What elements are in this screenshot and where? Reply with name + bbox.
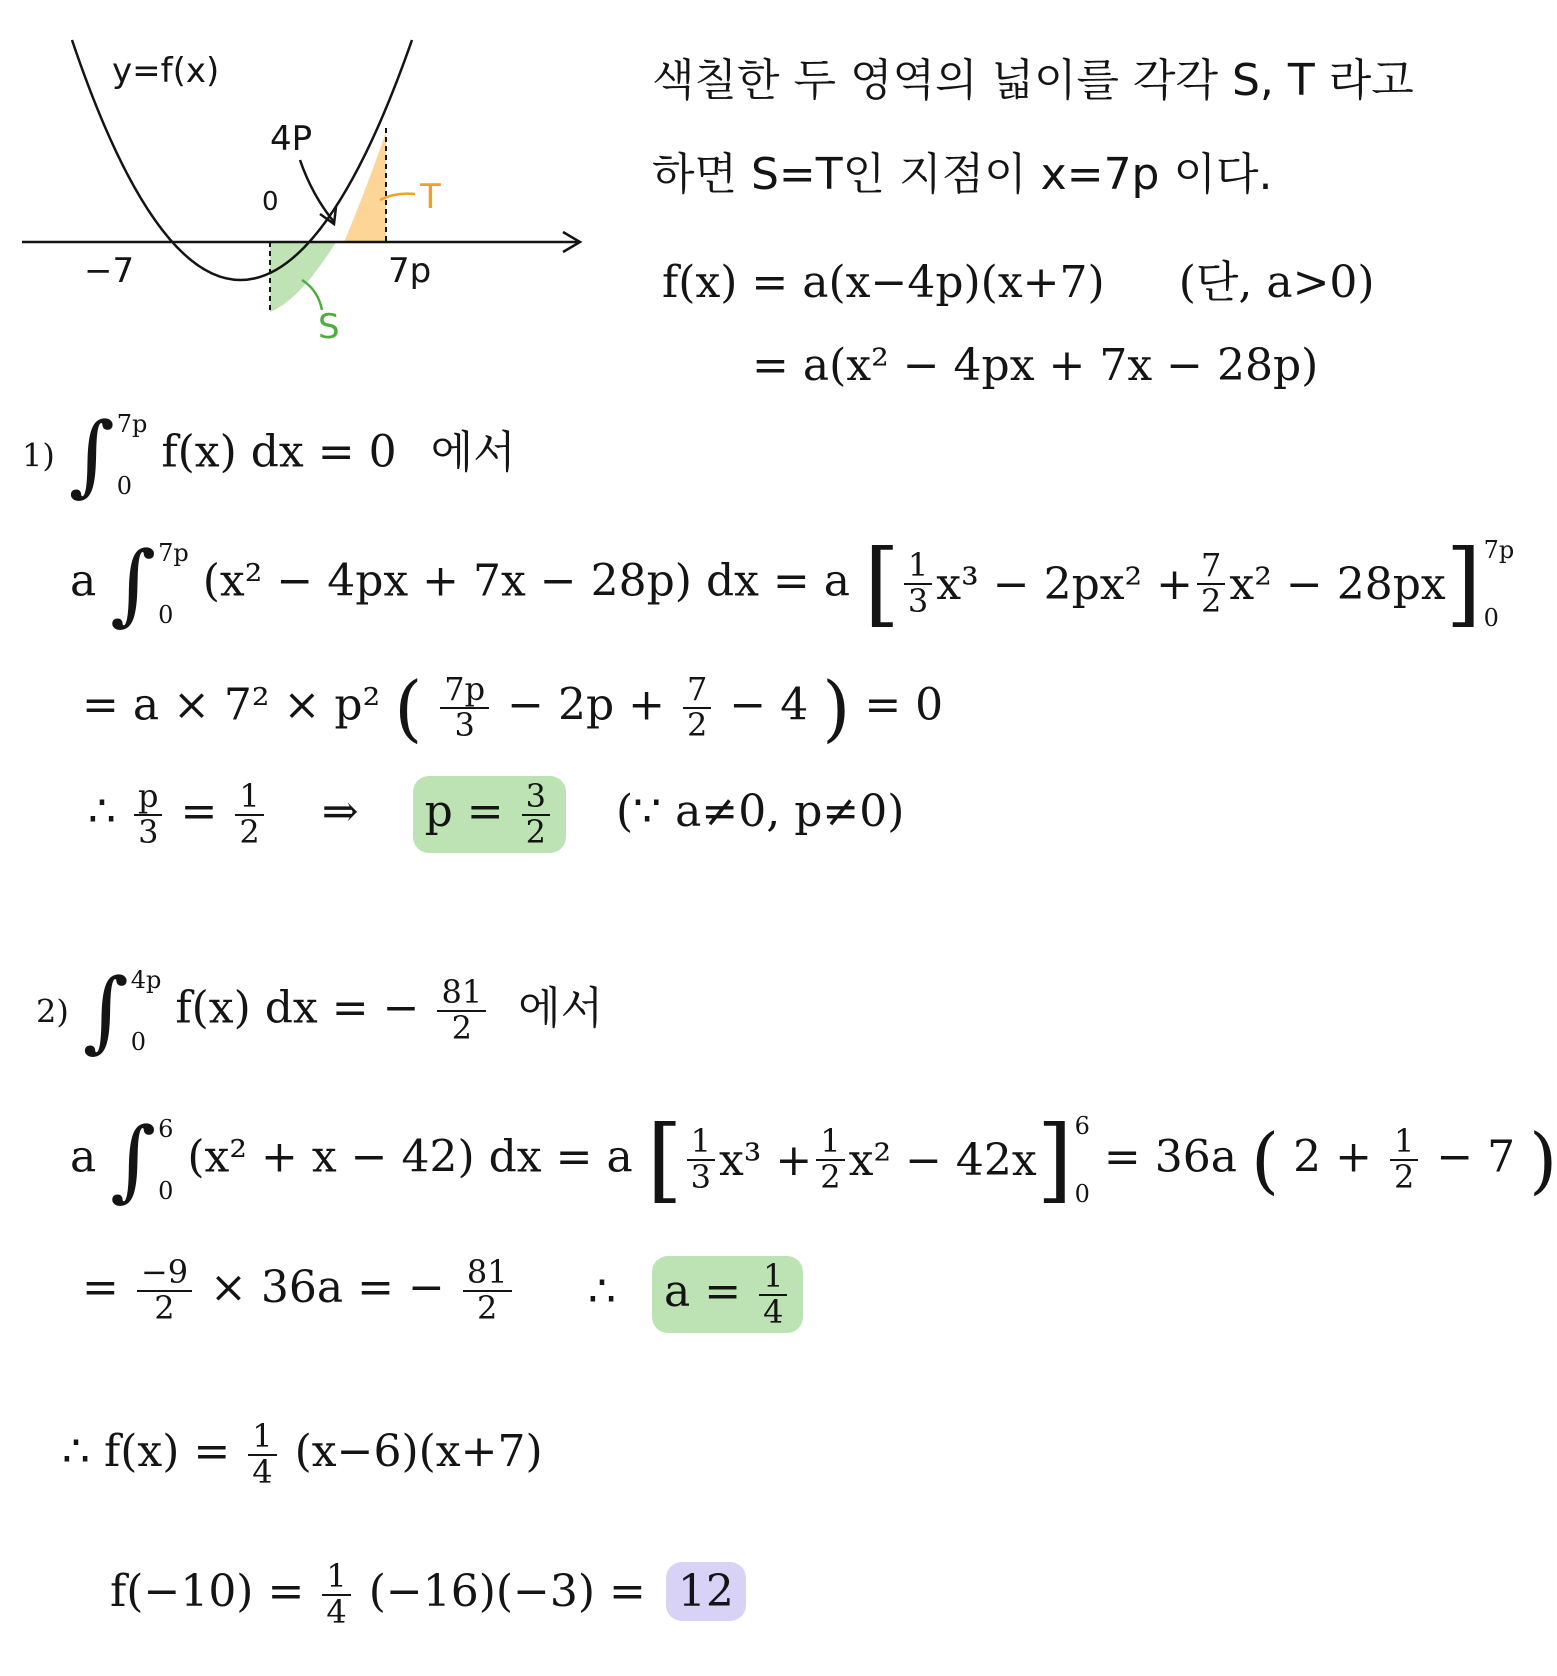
- step1-l3-frac2: $\frac{7}{2}$: [683, 673, 711, 742]
- step2-integral: ∫ 4p 0: [82, 959, 162, 1062]
- region-t: [344, 132, 386, 242]
- step1-l4-frac-l: $\frac{p}{3}$: [134, 780, 162, 849]
- step1-frac-1-3: $\frac{1}{3}$: [904, 549, 932, 618]
- step1-l2-bracket: [ $\frac{1}{3}$ x³ − 2px² + $\frac{7}{2}$ x² − 28px ] 7p 0: [864, 530, 1515, 637]
- step2-l3-frac2: $\frac{81}{2}$: [463, 1256, 512, 1325]
- intro-line-2: 하면 S=T인 지점이 x=7p 이다.: [652, 149, 1273, 200]
- label-s: S: [318, 307, 340, 347]
- final-l2-frac: $\frac{1}{4}$: [322, 1560, 350, 1629]
- step1-result-highlight: [413, 776, 566, 853]
- step2-l2-integrand: (x² + x − 42) dx = a: [187, 1131, 633, 1183]
- step2-l2-t1: x³ +: [718, 1134, 813, 1186]
- intro-line-1: 색칠한 두 영역의 넓이를 각각 S, T 라고: [652, 55, 1414, 106]
- final-l2-lead: f(−10) =: [110, 1566, 305, 1618]
- step1-l4-arrow: ⇒: [321, 786, 359, 838]
- final-answer: 12: [677, 1566, 734, 1618]
- step1-l3-frac: $\frac{7p}{3}$: [440, 673, 489, 742]
- final-l1-frac: $\frac{1}{4}$: [248, 1420, 276, 1489]
- label-origin: 0: [262, 187, 279, 217]
- intro-eq-2: = a(x² − 4px + 7x − 28p): [752, 340, 1319, 391]
- step1-l4-note: (∵ a≠0, p≠0): [615, 786, 905, 838]
- step1-l2-integral: ∫ 7p 0: [110, 532, 189, 635]
- func-label: y=f(x): [112, 51, 220, 91]
- step1-l2-t2: x² − 28px: [1229, 558, 1446, 610]
- step1-l4-therefore: ∴: [88, 786, 116, 838]
- intro-eq-1: [662, 246, 1375, 310]
- label-t: T: [420, 177, 441, 217]
- step2-l2-integral: ∫ 6 0: [110, 1108, 174, 1211]
- step1-l3-eq: = 0: [864, 679, 944, 731]
- step1-l3-mid: − 2p +: [507, 679, 666, 731]
- label-4p: 4P: [270, 119, 313, 159]
- step1-l4-frac-r: $\frac{1}{2}$: [235, 780, 263, 849]
- step2-l2-paren-b: − 7: [1436, 1131, 1516, 1183]
- step2-l2-a: a: [70, 1131, 97, 1183]
- step2-l2-paren-frac: $\frac{1}{2}$: [1390, 1125, 1418, 1194]
- step1-integral: ∫ 7p 0: [68, 403, 148, 506]
- final-line-2: [110, 1557, 746, 1631]
- final-l1-lead: ∴ f(x) =: [62, 1426, 231, 1478]
- step2-result-lead: a =: [664, 1266, 742, 1318]
- step2-l3-mid: × 36a = −: [210, 1262, 445, 1314]
- intro-eq-1-note: (단, a>0): [1178, 257, 1375, 308]
- step2-l3-lead: =: [82, 1262, 119, 1314]
- step2-suffix: 에서: [518, 982, 604, 1034]
- step2-result-frac: $\frac{1}{4}$: [759, 1260, 787, 1329]
- step1-eval-upper: 7p: [1483, 536, 1515, 564]
- step1-result-lead: p =: [424, 786, 504, 838]
- step2-l2-eq: = 36a: [1103, 1131, 1237, 1183]
- pointer-4p-icon: [300, 160, 334, 222]
- step1-suffix: 에서: [430, 426, 516, 478]
- step1-lower-limit: 0: [116, 472, 132, 500]
- step2-line-2: a ∫ 6 0 (x² + x − 42) dx = a [ $\frac{1}{3}$ x³ + $\frac{1}{2}$ x² − 42x ] 6 0 = 36a ( 2 + $\frac{1}{2}$ − 7 ): [70, 1106, 1557, 1213]
- step2-frac-1-2: $\frac{1}{2}$: [816, 1125, 844, 1194]
- region-s: [270, 242, 336, 312]
- step2-integrand: f(x) dx = −: [175, 982, 420, 1034]
- label-7p: 7p: [388, 251, 432, 291]
- final-answer-highlight: [666, 1562, 746, 1621]
- step1-l2-lower: 0: [158, 601, 174, 629]
- final-l2-tail: (−16)(−3) =: [368, 1566, 646, 1618]
- step1-frac-7-2: $\frac{7}{2}$: [1197, 549, 1225, 618]
- step1-l2-a: a: [70, 555, 97, 607]
- step2-l3-therefore: ∴: [588, 1266, 616, 1318]
- step1-l3-tail: − 4: [729, 679, 809, 731]
- step2-l2-t2: x² − 42x: [848, 1134, 1037, 1186]
- step1-l2-t1: x³ − 2px² +: [936, 558, 1194, 610]
- step1-l2-upper: 7p: [158, 539, 189, 567]
- step2-l2-lower: 0: [158, 1177, 174, 1205]
- parabola-graph: [0, 0, 600, 360]
- step1-result-frac: $\frac{3}{2}$: [522, 780, 550, 849]
- step2-l2-paren-a: 2 +: [1293, 1131, 1372, 1183]
- step2-frac-1-3: $\frac{1}{3}$: [687, 1125, 715, 1194]
- step2-number: 2): [36, 992, 69, 1031]
- final-l1-tail: (x−6)(x+7): [294, 1426, 543, 1478]
- final-line-1: [62, 1417, 543, 1491]
- step2-eval-lower: 0: [1074, 1180, 1090, 1208]
- step1-line-2: [70, 530, 1515, 637]
- step2-l2-upper: 6: [158, 1115, 174, 1143]
- intro-eq-1-body: f(x) = a(x−4p)(x+7): [662, 257, 1105, 308]
- step1-line-3: = a × 7² × p² ( $\frac{7p}{3}$ − 2p + $\frac{7}{2}$ − 4 ) = 0: [82, 666, 944, 750]
- step2-upper-limit: 4p: [130, 966, 162, 994]
- step2-eval-upper: 6: [1074, 1112, 1090, 1140]
- step1-eval-lower: 0: [1483, 604, 1499, 632]
- step1-l4-eq: =: [180, 786, 218, 838]
- step2-rhs-frac: $\frac{81}{2}$: [437, 976, 486, 1045]
- step2-result: [588, 1256, 803, 1333]
- step1-number: 1): [22, 436, 55, 475]
- step2-line-1: [36, 959, 604, 1062]
- step2-line-3: [82, 1253, 516, 1327]
- step1-l2-integrand: (x² − 4px + 7x − 28p) dx = a: [202, 555, 851, 607]
- step2-result-highlight: [652, 1256, 803, 1333]
- step1-line-1: [22, 403, 516, 506]
- step2-l3-frac: $\frac{-9}{2}$: [137, 1256, 192, 1325]
- step2-l2-bracket: [ $\frac{1}{3}$ x³ + $\frac{1}{2}$ x² − 42x ] 6 0: [646, 1106, 1090, 1213]
- step1-l3-lead: = a × 7² × p²: [82, 679, 381, 731]
- step1-integrand: f(x) dx = 0: [161, 426, 397, 478]
- step2-lower-limit: 0: [130, 1028, 146, 1056]
- step1-upper-limit: 7p: [116, 410, 148, 438]
- step1-line-4: [88, 776, 904, 853]
- label-neg7: −7: [84, 251, 135, 291]
